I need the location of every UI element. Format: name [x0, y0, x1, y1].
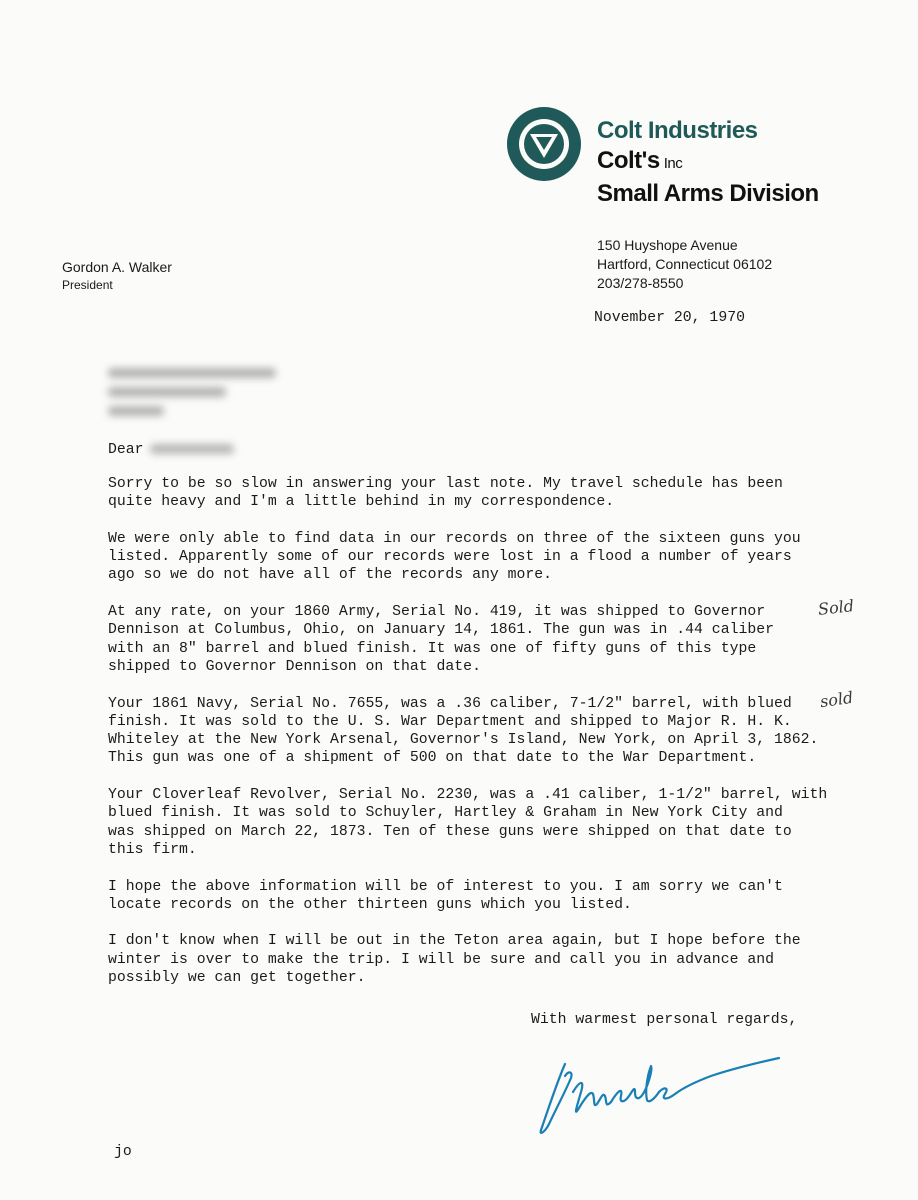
- redacted-line: [108, 387, 226, 397]
- redacted-line: [108, 406, 164, 416]
- salutation-text: Dear: [108, 442, 144, 458]
- redacted-line: [108, 368, 276, 378]
- redacted-name: [150, 444, 234, 454]
- paragraph: We were only able to find data in our records on three of the sixteen guns you listed. Apparently some of our records were lost in a flood a number of years ago so we do not have all of the records any more.: [108, 530, 801, 584]
- handwritten-note-sold: sold: [818, 687, 855, 712]
- company-line-3: Small Arms Division: [597, 180, 819, 207]
- salutation: [108, 441, 234, 459]
- paragraph: I don't know when I will be out in the Teton area again, but I hope before the winter is over to make the trip. I will be sure and call you in advance and possibly we can get together.: [108, 933, 801, 987]
- paragraph: Your 1861 Navy, Serial No. 7655, was a .36 caliber, 7-1/2" barrel, with blued finish. It was sold to the U. S. War Department and shipped to Major R. H. K. Whiteley at the New York Arsenal, Governor's Island, New York, on April 3, 1862. This gun was one of a shipment of 500 on that date to the War Department.: [108, 695, 819, 767]
- company-line-2: [597, 146, 819, 179]
- letter-body: [108, 475, 868, 1006]
- sender-title: President: [62, 278, 113, 292]
- company-address: [597, 236, 772, 293]
- company-line-2-suffix: Inc: [663, 155, 683, 172]
- paragraph: At any rate, on your 1860 Army, Serial No. 419, it was shipped to Governor Dennison at Columbus, Ohio, on January 14, 1861. The gun was in .44 caliber with an 8" barrel and blued finish. It was one of fifty guns of this type shipped to Governor Dennison on that date.: [108, 604, 774, 675]
- closing-line: With warmest personal regards,: [531, 1012, 798, 1028]
- colt-triangle-logo-icon: [506, 106, 582, 182]
- paragraph: Your Cloverleaf Revolver, Serial No. 2230, was a .41 caliber, 1-1/2" barrel, with blued finish. It was sold to Schuyler, Hartley & Graham in New York City and was shipped on March 22, 1873. Ten of these guns were shipped on that date to this firm.: [108, 787, 828, 858]
- address-street: 150 Huyshope Avenue: [597, 237, 738, 253]
- sender-name: Gordon A. Walker: [62, 259, 172, 275]
- typist-initials: jo: [114, 1144, 132, 1160]
- sender-block: [62, 258, 172, 294]
- paragraph: Sorry to be so slow in answering your last note. My travel schedule has been quite heavy and I'm a little behind in my correspondence.: [108, 476, 783, 511]
- paragraph: I hope the above information will be of interest to you. I am sorry we can't locate records on the other thirteen guns which you listed.: [108, 878, 783, 913]
- company-line-1: Colt Industries: [597, 117, 758, 144]
- address-city: Hartford, Connecticut 06102: [597, 256, 773, 272]
- address-phone: 203/278-8550: [597, 275, 684, 291]
- handwritten-signature: [535, 1052, 785, 1142]
- company-line-2-name: Colt's: [597, 147, 660, 174]
- company-name-block: [597, 116, 819, 209]
- letter-date: November 20, 1970: [594, 310, 745, 326]
- recipient-address-redacted: [108, 368, 276, 425]
- handwritten-note-sold: Sold: [817, 596, 855, 619]
